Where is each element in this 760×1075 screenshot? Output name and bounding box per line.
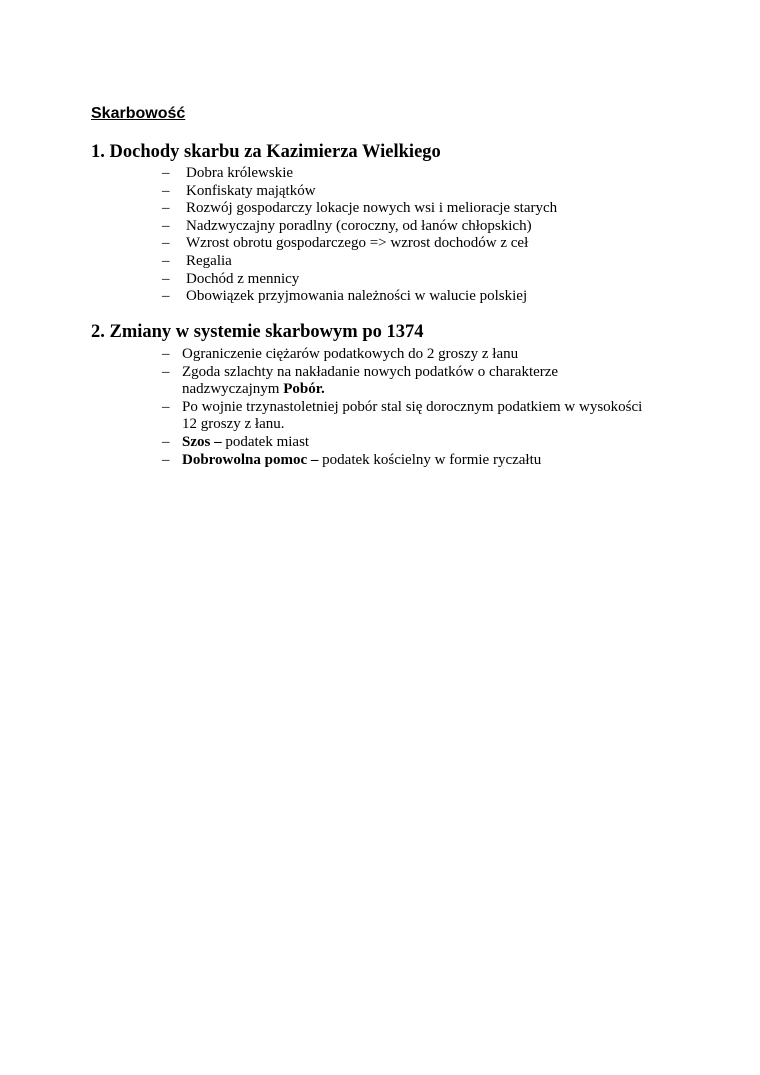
dash-bullet: – [162,270,170,287]
bold-term: Pobór. [283,381,325,398]
section-1-heading: 1. Dochody skarbu za Kazimierza Wielkiego [91,142,441,162]
list-item: – Po wojnie trzynastoletniej pobór stal się dorocznym podatkiem w wysokości 12 groszy z łanu. [162,398,643,433]
document-title: Skarbowość [91,105,186,122]
list-item: – Wzrost obrotu gospodarczego => wzrost dochodów z ceł [162,235,529,252]
list-item: – Obowiązek przyjmowania należności w walucie polskiej [162,288,528,305]
list-item: – Ograniczenie ciężarów podatkowych do 2 groszy z łanu [162,346,519,362]
section-1-list [160,165,557,306]
list-item: – Szos – podatek miast [162,433,310,450]
dash-bullet: – [162,363,170,380]
section-2-heading: 2. Zmiany w systemie skarbowym po 1374 [91,322,424,342]
list-item: – Dobra królewskie [162,165,294,181]
dash-bullet: – [162,200,170,217]
bold-term: Szos – [182,433,222,450]
dash-bullet: – [162,433,170,450]
list-item: – Dochód z mennicy [162,270,300,287]
dash-bullet: – [162,346,170,362]
bold-term: Dobrowolna pomoc – [182,451,319,468]
list-item: – Konfiskaty majątków [162,182,316,199]
list-item: – Dobrowolna pomoc – podatek kościelny w formie ryczałtu [162,451,542,468]
dash-bullet: – [162,451,170,468]
list-item: – Rozwój gospodarczy lokacje nowych wsi i melioracje starych [162,200,558,217]
dash-bullet: – [162,398,170,415]
dash-bullet: – [162,288,170,305]
list-item: – Zgoda szlachty na nakładanie nowych podatków o charakterze nadzwyczajnym Pobór. [162,363,559,398]
dash-bullet: – [162,252,170,269]
dash-bullet: – [162,217,170,234]
dash-bullet: – [162,182,170,199]
list-item: – Nadzwyczajny poradlny (coroczny, od łanów chłopskich) [162,217,532,234]
list-item: – Regalia [162,252,232,269]
section-2-list [160,346,680,469]
dash-bullet: – [162,235,170,252]
dash-bullet: – [162,165,170,181]
